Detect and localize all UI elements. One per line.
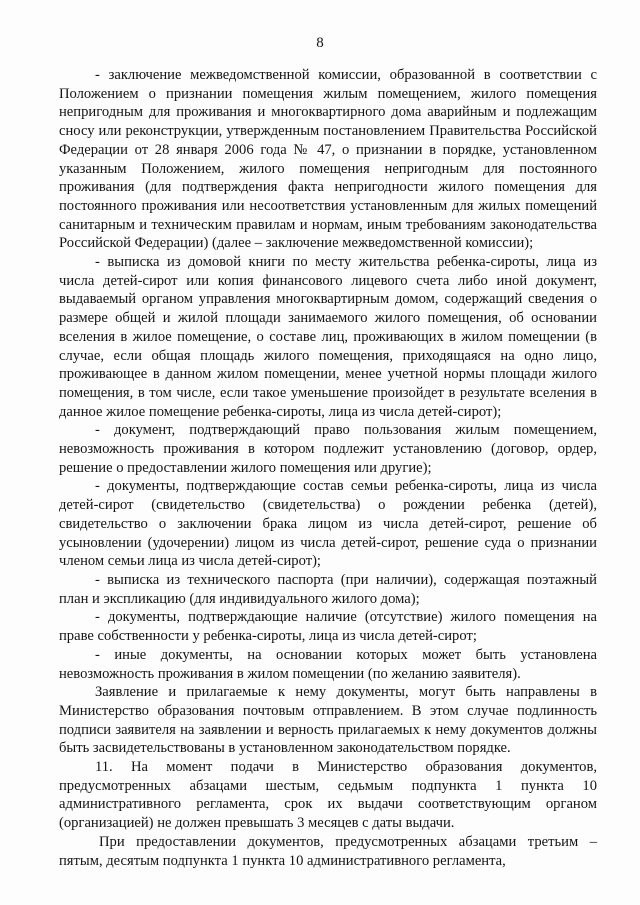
paragraph-technical-passport-extract: - выписка из технического паспорта (при наличии), содержащая поэтажный план и экспликацию (для индивидуального жилого дома); [59,571,597,607]
paragraph-ownership-documents: - документы, подтверждающие наличие (отсутствие) жилого помещения на праве собственности у ребенка-сироты, лица из числа детей-сирот; [59,609,597,645]
paragraph-document-provision: При предоставлении документов, предусмотренных абзацами третьим – пятым, десятым подпункта 1 пункта 10 административного регламента, [59,833,597,869]
paragraph-interagency-commission-conclusion: - заключение межведомственной комиссии, образованной в соответствии с Положением о признании помещения жилым помещением, жилого помещения непригодным для проживания и многоквартирного дома аварийным и подлежащим сносу или реконструкции, утвержденным постановлением Правительства Российской Федерации от 28 января 2006 года № 47, о признании в порядке, установленном указанным Положением, жилого помещения непригодным для постоянного проживания (для подтверждения факта непригодности жилого помещения для постоянного проживания или несоответствия установленным для жилых помещений санитарным и техническим правилам и нормам, иным требованиям законодательства Российской Федерации) (далее – заключение межведомственной комиссии); [59,67,597,252]
paragraph-house-register-extract: - выписка из домовой книги по месту жительства ребенка-сироты, лица из числа детей-сирот или копия финансового лицевого счета либо иной документ, выдаваемый органом управления многоквартирным домом, содержащий сведения о размере общей и жилой площади занимаемого жилого помещения, об основании вселения в жилое помещение, о составе лиц, проживающих в жилом помещении (в случае, если общая площадь жилого помещения, приходящаяся на одно лицо, проживающее в данном жилом помещении, менее учетной нормы площади жилого помещения, в том числе, если такое уменьшение произойдет в результате вселения в данное жилое помещение ребенка-сироты, лица из числа детей-сирот); [59,254,597,420]
document-body [59,66,597,870]
page-number: 8 [316,35,324,51]
paragraph-other-documents: - иные документы, на основании которых может быть установлена невозможность проживания в жилом помещении (по желанию заявителя). [59,646,597,682]
paragraph-right-of-use-document: - документ, подтверждающий право пользования жилым помещением, невозможность проживания в котором подлежит установлению (договор, ордер, решение о предоставлении жилого помещения или другие); [59,422,597,476]
paragraph-postal-submission: Заявление и прилагаемые к нему документы, могут быть направлены в Министерство образования почтовым отправлением. В этом случае подлинность подписи заявителя на заявлении и верность прилагаемых к нему документов должны быть засвидетельствованы в установленном законодательством порядке. [59,684,597,757]
paragraph-item-11: 11. На момент подачи в Министерство образования документов, предусмотренных абзацами шестым, седьмым подпункта 1 пункта 10 административного регламента, срок их выдачи соответствующим органом (организацией) не должен превышать 3 месяцев с даты выдачи. [59,759,597,832]
paragraph-family-composition-documents: - документы, подтверждающие состав семьи ребенка-сироты, лица из числа детей-сирот (свидетельство (свидетельства) о рождении ребенка (детей), свидетельство о заключении брака лицом из числа детей-сирот, решение об усыновлении (удочерении) лицом из числа детей-сирот, решение суда о признании членом семьи лица из числа детей-сирот); [59,478,597,570]
